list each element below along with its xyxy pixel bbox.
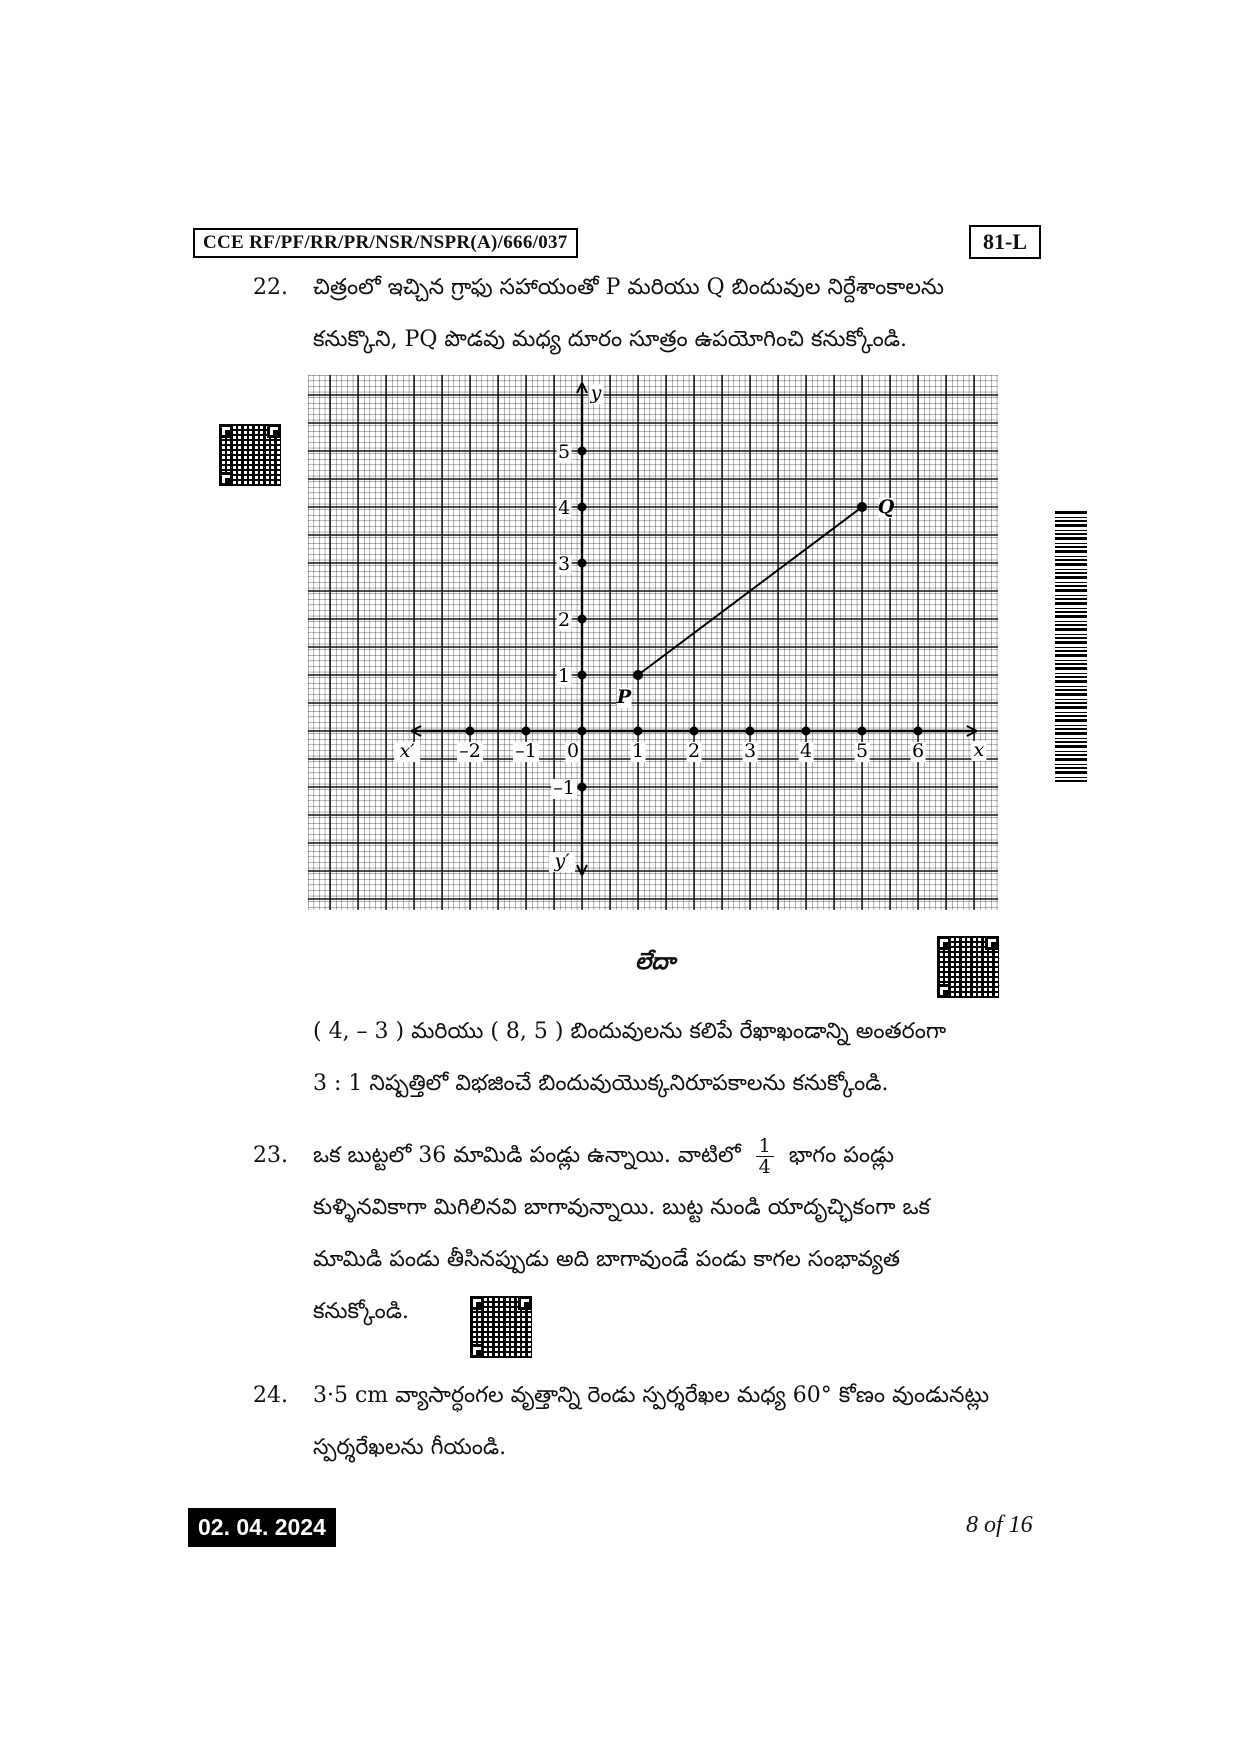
fraction-one-quarter bbox=[756, 1136, 774, 1177]
y-axis-neg-label: y′ bbox=[554, 850, 570, 872]
question-24-line-2: స్పర్శరేఖలను గీయండి. bbox=[313, 1435, 507, 1460]
exam-code: CCE RF/PF/RR/PR/NSR/NSPR(A)/666/037 bbox=[193, 228, 578, 258]
exam-date: 02. 04. 2024 bbox=[188, 1508, 336, 1547]
x-tick-dot bbox=[690, 727, 699, 736]
point-p-label: P bbox=[616, 686, 632, 708]
y-tick-label: 2 bbox=[557, 609, 571, 631]
question-number-24: 24. bbox=[253, 1383, 288, 1408]
question-23-line-1 bbox=[313, 1130, 1053, 1182]
x-axis-label: x bbox=[973, 739, 985, 761]
x-tick-dot bbox=[802, 727, 811, 736]
or-text: లేదా bbox=[635, 948, 676, 975]
x-tick-label: 1 bbox=[631, 740, 645, 762]
x-tick-label: –1 bbox=[515, 740, 537, 762]
x-tick-dot bbox=[522, 727, 531, 736]
y-axis-label: y bbox=[590, 382, 602, 404]
question-23-text-b: భాగం పండ్లు bbox=[788, 1143, 894, 1168]
y-tick-dot bbox=[578, 559, 587, 568]
question-number-23: 23. bbox=[253, 1143, 288, 1168]
fraction-numerator: 1 bbox=[756, 1136, 774, 1157]
question-24-line-1: 3·5 cm వ్యాసార్ధంగల వృత్తాన్ని రెండు స్పర్శరేఖల మధ్య 60° కోణం వుండునట్లు bbox=[313, 1383, 990, 1408]
question-number-22: 22. bbox=[253, 275, 288, 300]
barcode-icon bbox=[1055, 510, 1087, 782]
qr-code-icon bbox=[219, 424, 281, 486]
x-tick-label: 0 bbox=[566, 740, 580, 762]
y-tick-label: 5 bbox=[557, 441, 571, 463]
x-tick-label: 6 bbox=[911, 740, 925, 762]
page-number: 8 of 16 bbox=[966, 1512, 1033, 1538]
question-23-text-a: ఒక బుట్టలో 36 మామిడి పండ్లు ఉన్నాయి. వాటిలో bbox=[313, 1143, 741, 1168]
alt-question-line-1: ( 4, – 3 ) మరియు ( 8, 5 ) బిందువులను కలిపే రేఖాఖండాన్ని అంతరంగా bbox=[313, 1019, 947, 1044]
question-23-line-3: మామిడి పండు తీసినప్పుడు అది బాగావుండే పండు కాగల సంభావ్యత bbox=[313, 1247, 900, 1272]
y-tick-dot bbox=[578, 447, 587, 456]
y-tick-label: 3 bbox=[557, 553, 571, 575]
x-tick-label: 3 bbox=[743, 740, 757, 762]
y-tick-dot bbox=[578, 671, 587, 680]
x-tick-dot bbox=[746, 727, 755, 736]
x-tick-label: 5 bbox=[855, 740, 869, 762]
qr-code-icon bbox=[937, 936, 999, 998]
point-q-dot bbox=[857, 502, 867, 512]
x-tick-label: 2 bbox=[687, 740, 701, 762]
y-tick-dot bbox=[578, 615, 587, 624]
y-tick-dot bbox=[578, 503, 587, 512]
graph-paper-grid bbox=[308, 375, 998, 910]
question-22-line-1: చిత్రంలో ఇచ్చిన గ్రాఫు సహాయంతో P మరియు Q బిందువుల నిర్దేశాంకాలను bbox=[313, 275, 945, 300]
question-22-line-2: కనుక్కొని, PQ పొడవు మధ్య దూరం సూత్రం ఉపయోగించి కనుక్కోండి. bbox=[313, 327, 908, 352]
x-tick-dot bbox=[466, 727, 475, 736]
point-q-label: Q bbox=[877, 496, 895, 518]
x-tick-label: –2 bbox=[459, 740, 481, 762]
question-23-line-4: కనుక్కోండి. bbox=[313, 1299, 410, 1324]
y-tick-label: 4 bbox=[557, 497, 571, 519]
qr-code-icon bbox=[470, 1296, 532, 1358]
alt-question-line-2: 3 : 1 నిష్పత్తిలో విభజించే బిందువుయొక్కనిరూపకాలను కనుక్కోండి. bbox=[313, 1071, 889, 1096]
x-tick-dot bbox=[914, 727, 923, 736]
x-tick-dot bbox=[634, 727, 643, 736]
question-23-line-2: కుళ్ళినవికాగా మిగిలినవి బాగావున్నాయి. బుట్ట నుండి యాదృచ్ఛికంగా ఒక bbox=[313, 1195, 931, 1220]
fraction-denominator: 4 bbox=[758, 1155, 771, 1178]
point-p-dot bbox=[633, 670, 643, 680]
y-tick-dot bbox=[578, 783, 587, 792]
y-tick-label: 1 bbox=[557, 665, 571, 687]
x-tick-dot bbox=[858, 727, 867, 736]
x-axis-neg-label: x′ bbox=[399, 740, 415, 762]
coordinate-graph bbox=[308, 375, 998, 910]
x-tick-label: 4 bbox=[799, 740, 813, 762]
x-tick-dot bbox=[578, 727, 587, 736]
paper-code: 81-L bbox=[969, 225, 1041, 259]
y-tick-label: –1 bbox=[553, 777, 575, 799]
